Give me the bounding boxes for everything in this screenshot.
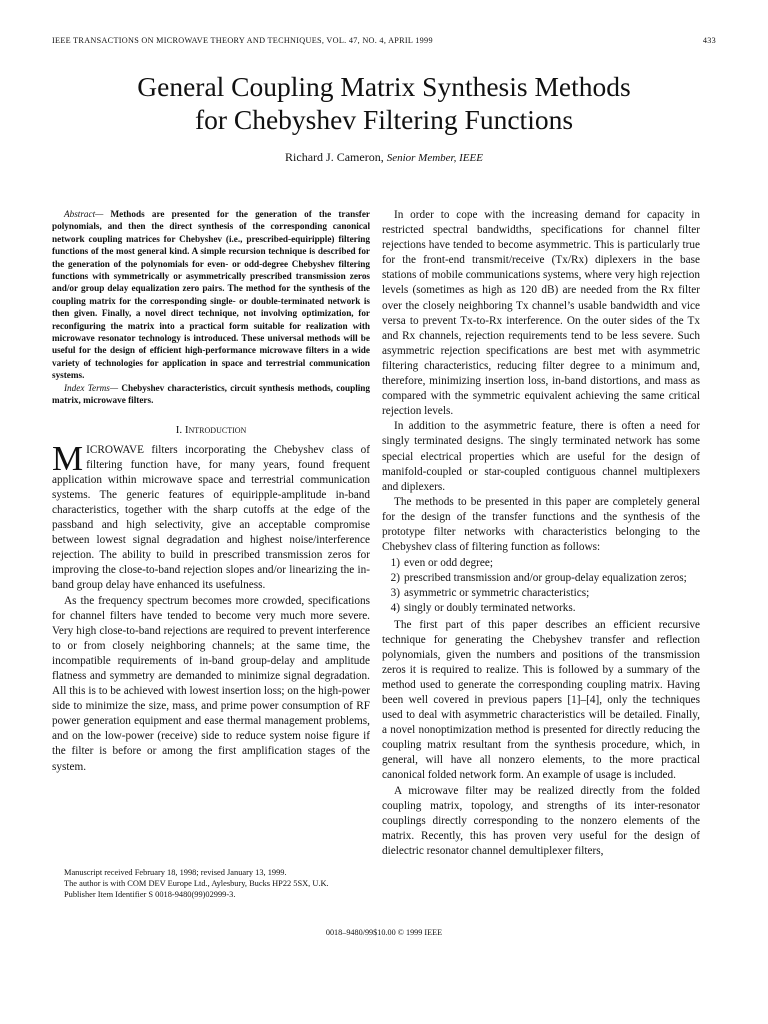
intro-paragraph-1 bbox=[52, 438, 370, 594]
drop-cap: M bbox=[52, 438, 84, 478]
list-item bbox=[382, 556, 700, 571]
footnote-identifier: Publisher Item Identifier S 0018-9480(99)02999-3. bbox=[64, 890, 236, 899]
copyright-line: 0018–9480/99$10.00 © 1999 IEEE bbox=[325, 928, 443, 937]
list-item-text: asymmetric or symmetric characteristics; bbox=[404, 587, 590, 600]
right-paragraph-4: The first part of this paper describes an efficient recursive technique for generating the Chebyshev transfer and reflection polynomials, given the numbers and positions of the transmission zeros it is required to realize. This is followed by a summary of the method used to generate the corresponding coupling matrix. Having been well covered in previous papers [1]–[4], only the techniques used to deal with asymmetric characteristics will be detailed. Finally, a novel nonoptimization method is presented for directly reducing the coupling matrix resultant from the synthesis procedure, which, in general, will have all nonzero elements, to the more practical canonical folded network form. An example of usage is included. bbox=[382, 618, 700, 782]
section-numeral: I. bbox=[175, 423, 185, 436]
right-column bbox=[382, 208, 700, 859]
journal-line: IEEE TRANSACTIONS ON MICROWAVE THEORY AND TECHNIQUES, VOL. 47, NO. 4, APRIL 1999 bbox=[52, 36, 433, 45]
footnote-affiliation: The author is with COM DEV Europe Ltd., Aylesbury, Bucks HP22 5SX, U.K. bbox=[64, 879, 329, 888]
intro-paragraph-1-text: ICROWAVE filters incorporating the Chebyshev class of filtering function have, for many years, found frequent application within microwave space and terrestrial communication systems. The generic features of equiripple-amplitude in-band characteristics, together with the sharp cutoffs at the edge of the passband and high selectivity, give an acceptable compromise between lowest signal degradation and highest noise/interference rejection. The ability to build in prescribed transmission zeros for improving the close-to-band rejection slopes and/or linearizing the in-band group delay have enhanced its usefulness. bbox=[52, 443, 370, 592]
list-item-text: singly or doubly terminated networks. bbox=[404, 602, 576, 615]
page-number: 433 bbox=[702, 36, 716, 45]
section-title: Introduction bbox=[184, 423, 247, 436]
list-item bbox=[382, 586, 700, 601]
abstract-label: Abstract— bbox=[64, 209, 104, 219]
list-item bbox=[382, 601, 700, 616]
list-item-text: even or odd degree; bbox=[404, 557, 494, 570]
right-paragraph-2: In addition to the asymmetric feature, there is often a need for singly terminated designs. The singly terminated network has some special electrical properties which are useful for the design of manifold-coupled or star-coupled contiguous channel multiplexers and diplexers. bbox=[382, 420, 700, 493]
index-terms-label: Index Terms— bbox=[64, 382, 119, 393]
list-item-number: 2) bbox=[390, 572, 400, 585]
footnotes bbox=[52, 867, 370, 900]
feature-list bbox=[382, 556, 700, 616]
list-item-number: 4) bbox=[390, 602, 400, 615]
left-column bbox=[52, 208, 370, 775]
author-line bbox=[0, 150, 768, 165]
author-name: Richard J. Cameron, bbox=[285, 150, 384, 164]
right-paragraph-3: The methods to be presented in this paper are completely general for the design of the transfer functions and the synthesis of the prototype filter networks with characteristics belonging to the Chebyshev class of filtering function as follows: bbox=[382, 495, 700, 554]
abstract-text: Methods are presented for the generation of the transfer polynomials, and then the direct synthesis of the corresponding canonical network coupling matrices for Chebyshev (i.e., prescribed-equiripple) filtering functions of the most general kind. A simple recursion technique is described for the generation of the polynomials for even- or odd-degree Chebyshev filtering functions with symmetrically or asymmetrically prescribed transmission zeros and/or group delay equalization zero pairs. The method for the synthesis of the coupling matrix for the corresponding single- or double-terminated network is then given. Finally, a novel direct technique, not involving optimization, for reconfiguring the matrix into a practical form suitable for realization with microwave resonator technology is introduced. These universal methods will be useful for the design of efficient high-performance microwave filters in a wide variety of technologies for application in space and terrestrial communication systems. bbox=[52, 209, 370, 381]
right-paragraph-1: In order to cope with the increasing demand for capacity in restricted spectral bandwidths, specifications for channel filter rejections have tended to become asymmetric. This is particularly true for the front-end transmit/receive (Tx/Rx) diplexers in the base stations of mobile communications systems, where very high rejection levels (sometimes as high as 120 dB) are needed from the Rx filter over the closely neighboring Tx channel’s usable bandwidth and vice versa to prevent Tx-to-Rx interference. On the outer sides of the Tx and Rx channels, rejection requirements tend to be less severe. Such asymmetric rejection specifications are best met with asymmetric filtering characteristics, reducing filter degree to a minimum and, therefore, minimizing insertion loss, in-band distortions, and mass as compared with the symmetric equivalent achieving the same critical rejection levels. bbox=[382, 209, 700, 418]
index-terms bbox=[52, 382, 370, 407]
list-item-number: 3) bbox=[390, 587, 400, 600]
section-heading bbox=[52, 423, 370, 438]
intro-paragraph-2: As the frequency spectrum becomes more crowded, specifications for channel filters have tended to become very much more severe. Very high close-to-band rejections are required to prevent interference to or from closely neighboring channels; at the same time, the incompatible requirements of in-band group-delay and amplitude flatness and symmetry are demanded to minimize signal degradation. All this is to be achieved with lowest insertion loss; on the high-power side to minimize the size, mass, and prime power consumption of RF power generation equipment and ease thermal management problems, and on the low-power (receive) side to reduce system noise figure if the filter is before or among the first amplification stages of the system. bbox=[52, 594, 370, 773]
list-item bbox=[382, 571, 700, 586]
author-affiliation: Senior Member, IEEE bbox=[386, 152, 483, 164]
abstract bbox=[52, 208, 370, 382]
footnote-manuscript: Manuscript received February 18, 1998; revised January 13, 1999. bbox=[64, 868, 287, 877]
right-paragraph-5: A microwave filter may be realized directly from the folded coupling matrix, topology, and strengths of its inter-resonator couplings directly corresponding to the nonzero elements of the matrix. Recently, this has proven very useful for the design of dielectric resonator channel demultiplexer filters, bbox=[382, 784, 700, 857]
paper-title bbox=[0, 70, 768, 136]
index-terms-text: Chebyshev characteristics, circuit synthesis methods, coupling matrix, microwave filters. bbox=[52, 382, 370, 406]
list-item-number: 1) bbox=[390, 557, 400, 570]
list-item-text: prescribed transmission and/or group-delay equalization zeros; bbox=[404, 572, 687, 585]
running-header bbox=[52, 36, 716, 45]
title-line-2: for Chebyshev Filtering Functions bbox=[194, 104, 574, 135]
title-line-1: General Coupling Matrix Synthesis Methods bbox=[137, 71, 631, 102]
